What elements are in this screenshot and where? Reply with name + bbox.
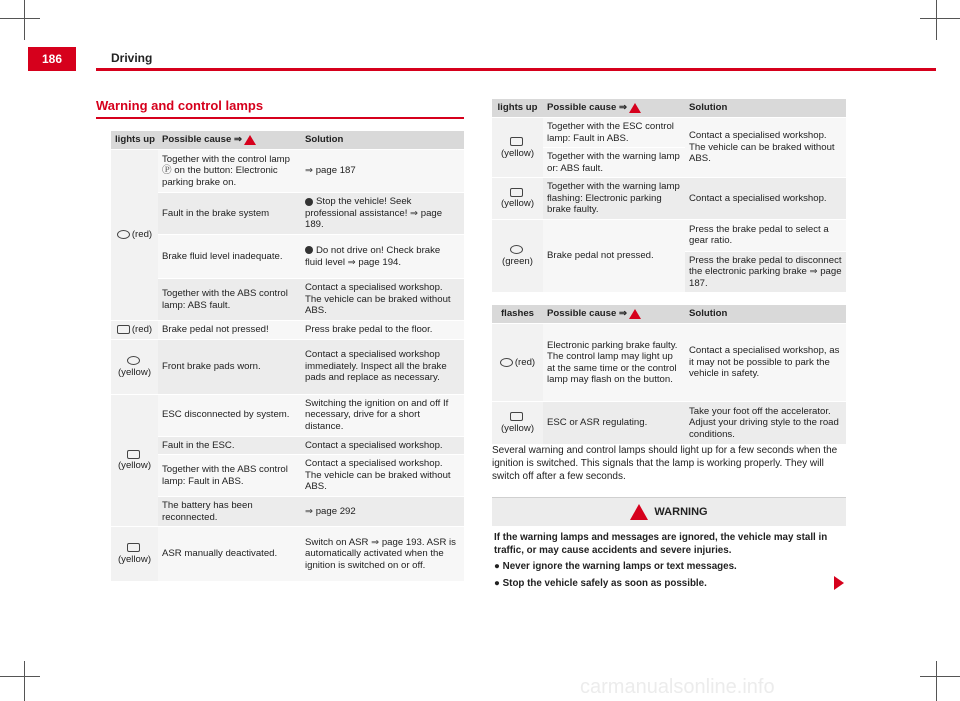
table-header-row [492,99,846,118]
warning-title: WARNING [654,506,708,518]
info-paragraph: Several warning and control lamps should light up for a few seconds when the ignition is switched. This signals that the lamp is working properly. They will switch off after a few seconds. [492,445,838,482]
table-row [111,150,464,193]
cause-cell: The battery has been reconnected. [158,497,301,527]
solution-cell: Switching the ignition on and off If necessary, drive for a short distance. [301,394,464,436]
cause-cell: Fault in the ESC. [158,436,301,455]
cause-cell: Brake fluid level inadequate. [158,235,301,279]
parking-brake-fault-icon [510,188,523,197]
warning-triangle-icon [629,309,641,319]
cause-cell: ASR manually deactivated. [158,527,301,581]
col-solution: Solution [685,305,846,324]
lamp-cell: (yellow) [492,178,543,220]
brake-lamp-icon [500,358,513,367]
foot-brake-icon [510,245,523,254]
cause-cell: Together with the ABS control lamp: ABS fault. [158,279,301,321]
cause-cell: Front brake pads worn. [158,339,301,394]
table-row [111,527,464,581]
solution-cell: Switch on ASR ⇒ page 193. ASR is automatically activated when the ignition is switched on or off. [301,527,464,581]
crop-mark [24,0,25,40]
asr-off-icon [127,543,140,552]
warning-triangle-icon [629,103,641,113]
table-header-row [492,305,846,324]
solution-cell: Press brake pedal to the floor. [301,321,464,340]
table-row [492,324,846,402]
cause-cell: Together with the ESC control lamp: Fault in ABS. [543,118,685,148]
page-title: Warning and control lamps [96,98,264,113]
col-possible-cause: Possible cause ⇒ [543,305,685,324]
crop-mark [24,661,25,701]
col-lights-up: lights up [492,99,543,118]
table-row [492,219,846,251]
cause-cell: Brake pedal not pressed! [158,321,301,340]
brake-pedal-icon [117,325,130,334]
solution-cell: ⇒ page 187 [301,150,464,193]
table-row [111,455,464,497]
cause-cell: Electronic parking brake faulty. The control lamp may light up at the same time or the control lamp may flash on the button. [543,324,685,402]
col-possible-cause: Possible cause ⇒ [158,131,301,150]
list-item: ● Never ignore the warning lamps or text messages. [494,561,737,572]
brake-lamp-icon [117,230,130,239]
esc-skid-icon [510,412,523,421]
warning-triangle-icon [244,135,256,145]
cause-cell: Fault in the brake system [158,193,301,235]
stop-icon [305,198,313,206]
lamp-cell: (yellow) [492,402,543,444]
lamp-cell: (red) [111,150,158,321]
solution-cell: Contact a specialised workshop. [301,436,464,455]
header-rule [96,68,936,71]
cause-cell: ESC disconnected by system. [158,394,301,436]
table-row [492,118,846,148]
title-rule [96,117,464,119]
solution-cell: Stop the vehicle! Seek professional assistance! ⇒ page 189. [301,193,464,235]
solution-cell: Contact a specialised workshop. The vehicle can be braked without ABS. [301,455,464,497]
solution-cell: Do not drive on! Check brake fluid level ⇒ page 194. [301,235,464,279]
section-title: Driving [111,51,153,65]
lamp-cell: (yellow) [111,339,158,394]
solution-cell: ⇒ page 292 [301,497,464,527]
solution-cell: Contact a specialised workshop, as it may not be possible to park the vehicle in safety. [685,324,846,402]
continue-arrow-icon [834,576,844,590]
cause-cell: Together with the warning lamp or: ABS fault. [543,148,685,178]
solution-cell: Contact a specialised workshop immediately. Inspect all the brake pads and replace as necessary. [301,339,464,394]
cause-cell: Brake pedal not pressed. [543,219,685,292]
table-row [111,394,464,436]
solution-cell: Contact a specialised workshop. The vehicle can be braked without ABS. [301,279,464,321]
abs-lamp-icon [510,137,523,146]
crop-mark [936,661,937,701]
col-flashes: flashes [492,305,543,324]
table-row [111,436,464,455]
solution-cell: Take your foot off the accelerator. Adjust your driving style to the road conditions. [685,402,846,444]
brake-pads-icon [127,356,140,365]
table-row [111,193,464,235]
lamps-table-lights-up-2 [492,99,846,292]
lamps-table-flashes [492,305,846,444]
lamp-cell: (yellow) [111,527,158,581]
lamp-cell: (yellow) [492,118,543,178]
esc-skid-icon [127,450,140,459]
crop-mark [920,676,960,677]
col-possible-cause: Possible cause ⇒ [543,99,685,118]
stop-icon [305,246,313,254]
warning-header [492,498,846,526]
lamp-cell: (green) [492,219,543,292]
col-solution: Solution [685,99,846,118]
solution-cell: Contact a specialised workshop. The vehicle can be braked without ABS. [685,118,846,178]
lamp-cell: (red) [492,324,543,402]
list-item: ● Stop the vehicle safely as soon as possible. [494,577,707,589]
table-row [111,279,464,321]
lamp-cell: (yellow) [111,394,158,527]
table-row [111,339,464,394]
warning-triangle-icon [630,504,648,520]
table-row [111,321,464,340]
watermark: carmanualsonline.info [580,676,775,698]
cause-cell: ESC or ASR regulating. [543,402,685,444]
crop-mark [920,18,960,19]
solution-cell: Press the brake pedal to disconnect the electronic parking brake ⇒ page 187. [685,251,846,292]
cause-cell: Together with the warning lamp flashing: Electronic parking brake faulty. [543,178,685,220]
table-row [111,235,464,279]
solution-cell: Press the brake pedal to select a gear ratio. [685,219,846,251]
crop-mark [936,0,937,40]
lamp-cell: (red) [111,321,158,340]
solution-cell: Contact a specialised workshop. [685,178,846,220]
page-number: 186 [28,47,76,71]
col-solution: Solution [301,131,464,150]
warning-body [492,526,846,596]
cause-cell: Together with the control lamp Ⓟ on the button: Electronic parking brake on. [158,150,301,193]
col-lights-up: lights up [111,131,158,150]
lamps-table-lights-up [111,131,464,581]
cause-cell: Together with the ABS control lamp: Fault in ABS. [158,455,301,497]
warning-text: If the warning lamps and messages are ignored, the vehicle may stall in traffic, or may cause accidents and severe injuries. [494,532,828,556]
table-row [111,497,464,527]
crop-mark [0,18,40,19]
warning-box [492,497,846,590]
table-row [492,178,846,220]
table-row [492,402,846,444]
crop-mark [0,676,40,677]
table-header-row [111,131,464,150]
